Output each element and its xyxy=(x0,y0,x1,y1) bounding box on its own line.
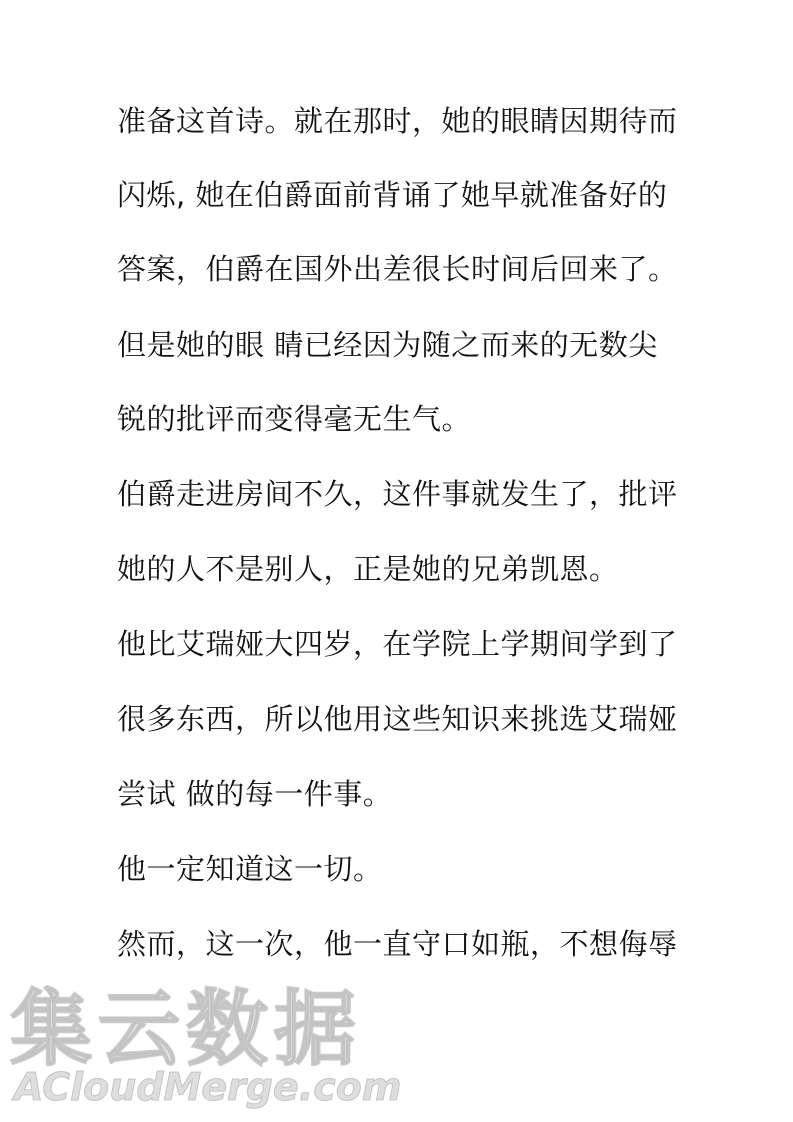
text-line: 很多东西，所以他用这些知识来挑选艾瑞娅 xyxy=(117,702,678,736)
watermark-english: ACloudMerge.com xyxy=(14,1065,402,1109)
watermark-logo xyxy=(10,982,402,1115)
text-line: 答案，伯爵在国外出差很长时间后回来了。 xyxy=(117,252,678,286)
text-line: 准备这首诗。就在那时，她的眼睛因期待而 xyxy=(117,104,678,138)
text-line: 伯爵走进房间不久，这件事就发生了，批评 xyxy=(117,477,678,511)
text-line: 他一定知道这一切。 xyxy=(117,852,383,886)
text-line: 他比艾瑞娅大四岁，在学院上学期间学到了 xyxy=(117,627,678,661)
text-line: 锐的批评而变得毫无生气。 xyxy=(117,402,472,436)
text-line: 但是她的眼 睛已经因为随之而来的无数尖 xyxy=(117,328,658,362)
text-line: 然而，这一次，他一直守口如瓶，不想侮辱 xyxy=(117,927,678,961)
text-line: 她的人不是别人，正是她的兄弟凯恩。 xyxy=(117,552,619,586)
watermark-chinese: 集云数据 xyxy=(10,982,363,1077)
text-line: 尝试 做的每一件事。 xyxy=(117,777,393,811)
text-line: 闪烁, 她在伯爵面前背诵了她早就准备好的 xyxy=(117,178,668,212)
